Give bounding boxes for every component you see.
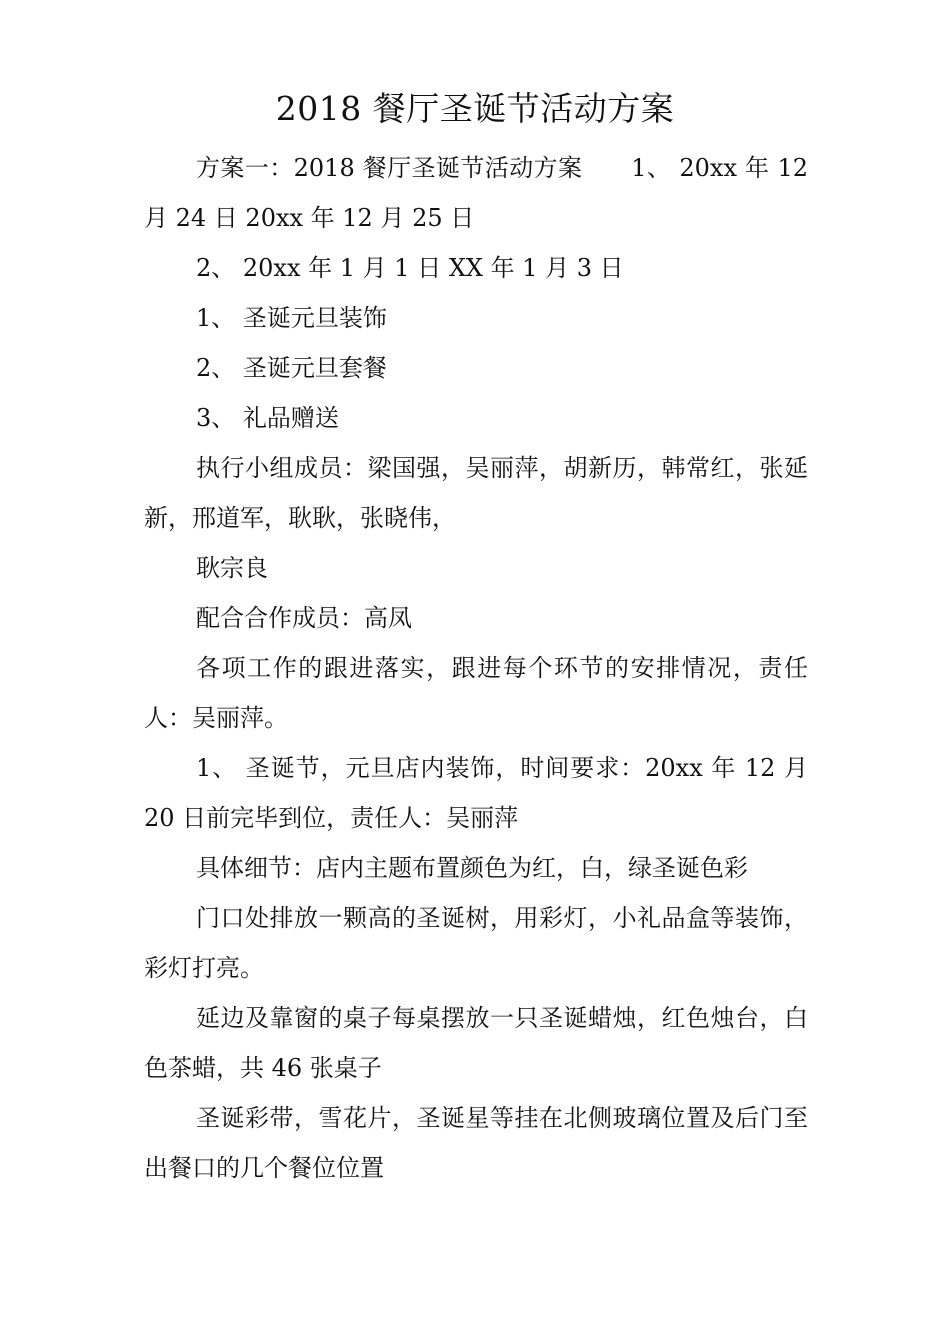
paragraph-item-gifts: 3、 礼品赠送 bbox=[196, 404, 339, 432]
paragraph-team-member-extra: 耿宗良 bbox=[196, 554, 268, 582]
paragraph-details-candles: 延边及靠窗的桌子每桌摆放一只圣诞蜡烛，红色烛台，白色茶蜡，共 46 张桌子 bbox=[144, 1004, 808, 1082]
paragraph-decoration-schedule: 1、 圣诞节，元旦店内装饰，时间要求：20xx 年 12 月 20 日前完毕到位，责任人：吴丽萍 bbox=[144, 754, 808, 832]
paragraph-item-set-meal: 2、 圣诞元旦套餐 bbox=[196, 354, 387, 382]
paragraph-follow-up: 各项工作的跟进落实，跟进每个环节的安排情况，责任人：吴丽萍。 bbox=[144, 654, 808, 732]
document-title: 2018 餐厅圣诞节活动方案 bbox=[275, 89, 675, 128]
paragraph-dates: 方案一：2018 餐厅圣诞节活动方案 1、 20xx 年 12 月 24 日 20xx 年 12 月 25 日 bbox=[144, 154, 808, 232]
paragraph-new-year-dates: 2、 20xx 年 1 月 1 日 XX 年 1 月 3 日 bbox=[196, 254, 624, 282]
paragraph-team-members: 执行小组成员：梁国强，吴丽萍，胡新历，韩常红，张延新，邢道军，耿耿，张晓伟， bbox=[144, 454, 808, 532]
paragraph-details-ribbons: 圣诞彩带，雪花片，圣诞星等挂在北侧玻璃位置及后门至出餐口的几个餐位位置 bbox=[144, 1104, 808, 1182]
paragraph-item-decoration: 1、 圣诞元旦装饰 bbox=[196, 304, 387, 332]
paragraph-details-tree: 门口处排放一颗高的圣诞树，用彩灯，小礼品盒等装饰，彩灯打亮。 bbox=[144, 904, 808, 982]
document-body bbox=[144, 143, 808, 1193]
paragraph-cooperation-member: 配合合作成员：高凤 bbox=[196, 604, 412, 632]
paragraph-details-colors: 具体细节：店内主题布置颜色为红，白，绿圣诞色彩 bbox=[196, 854, 748, 882]
